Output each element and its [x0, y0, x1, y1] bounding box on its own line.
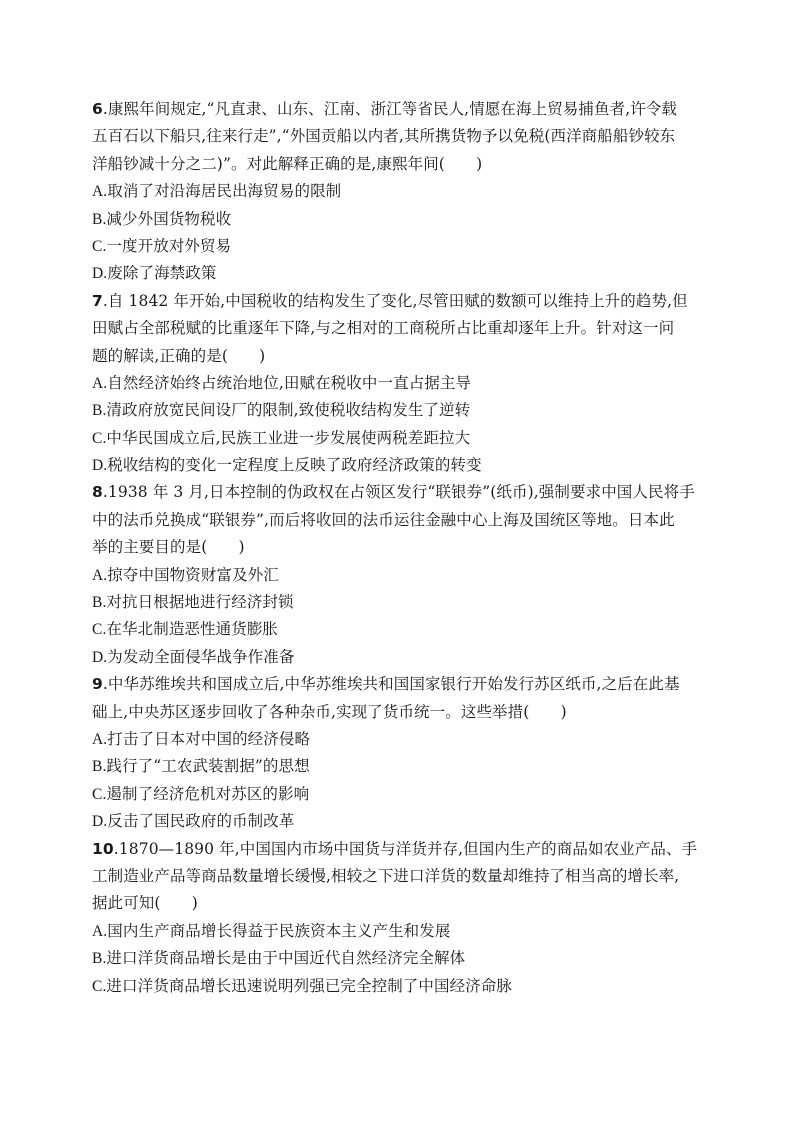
option-c: C.一度开放对外贸易: [92, 236, 232, 255]
option-b: B.践行了“工农武装割据”的思想: [92, 757, 310, 776]
question-stem-line: 中的法币兑换成“联银券”,而后将收回的法币运往金融中心上海及国统区等地。日本此: [92, 510, 675, 529]
question-stem-line: 础上,中央苏区逐步回收了各种杂币,实现了货币统一。这些举措( ): [92, 702, 567, 721]
option-b: B.减少外国货物税收: [92, 209, 232, 228]
question-8: [92, 479, 704, 671]
question-9: [92, 671, 704, 835]
option-c: C.中华民国成立后,民族工业进一步发展使两税差距拉大: [92, 428, 471, 447]
question-stem-line: 9.中华苏维埃共和国成立后,中华苏维埃共和国国家银行开始发行苏区纸币,之后在此基: [92, 675, 680, 694]
option-b: B.对抗日根据地进行经济封锁: [92, 593, 294, 612]
option-d: D.税收结构的变化一定程度上反映了政府经济政策的转变: [92, 456, 482, 475]
question-number: 10: [92, 839, 114, 858]
question-number: 6: [92, 100, 103, 118]
question-stem-line: 田赋占全部税赋的比重逐年下降,与之相对的工商税所占比重却逐年上升。针对这一问: [92, 319, 675, 338]
option-c: C.进口洋货商品增长迅速说明列强已完全控制了中国经济命脉: [92, 976, 513, 995]
exam-page: [92, 96, 704, 1000]
option-d: D.为发动全面侵华战争作准备: [92, 647, 295, 666]
option-a: A.打击了日本对中国的经济侵略: [92, 729, 311, 748]
question-number: 7: [92, 291, 103, 310]
option-b: B.进口洋货商品增长是由于中国近代自然经济完全解体: [92, 949, 466, 968]
question-stem-line: 题的解读,正确的是( ): [92, 346, 266, 365]
option-a: A.掠夺中国物资财富及外汇: [92, 565, 279, 584]
question-stem-line: 工制造业产品等商品数量增长缓慢,相较之下进口洋货的数量却维持了相当高的增长率,: [92, 866, 680, 885]
question-stem-line: 洋船钞减十分之二)”。对此解释正确的是,康熙年间( ): [92, 154, 483, 173]
option-a: A.自然经济始终占统治地位,田赋在税收中一直占据主导: [92, 373, 472, 392]
question-number: 8: [92, 483, 103, 502]
question-stem-line: 8.1938 年 3 月,日本控制的伪政权在占领区发行“联银券”(纸币),强制要求中国人民将手: [92, 483, 695, 502]
option-c: C.在华北制造恶性通货膨胀: [92, 620, 279, 639]
option-a: A.取消了对沿海居民出海贸易的限制: [92, 182, 342, 201]
question-6: [92, 96, 704, 288]
question-stem-line: 10.1870—1890 年,中国国内市场中国货与洋货并存,但国内生产的商品如农业产品、手: [92, 839, 698, 858]
question-stem-line: 7.自 1842 年开始,中国税收的结构发生了变化,尽管田赋的数额可以维持上升的趋势,但: [92, 291, 688, 310]
question-stem-line: 举的主要目的是( ): [92, 538, 245, 557]
question-7: [92, 288, 704, 480]
question-stem-line: 五百石以下船只,往来行走”,“外国贡船以内者,其所携货物予以免税(西洋商船船钞较东: [92, 127, 676, 146]
option-c: C.遏制了经济危机对苏区的影响: [92, 784, 310, 803]
question-10: [92, 836, 704, 1000]
option-d: D.废除了海禁政策: [92, 264, 217, 283]
option-b: B.清政府放宽民间设厂的限制,致使税收结构发生了逆转: [92, 401, 471, 420]
question-stem-line: 据此可知( ): [92, 894, 198, 913]
question-number: 9: [92, 675, 103, 694]
option-d: D.反击了国民政府的币制改革: [92, 812, 295, 831]
option-a: A.国内生产商品增长得益于民族资本主义产生和发展: [92, 921, 451, 940]
question-stem-line: 6.康熙年间规定,“凡直隶、山东、江南、浙江等省民人,情愿在海上贸易捕鱼者,许令载: [92, 100, 678, 118]
